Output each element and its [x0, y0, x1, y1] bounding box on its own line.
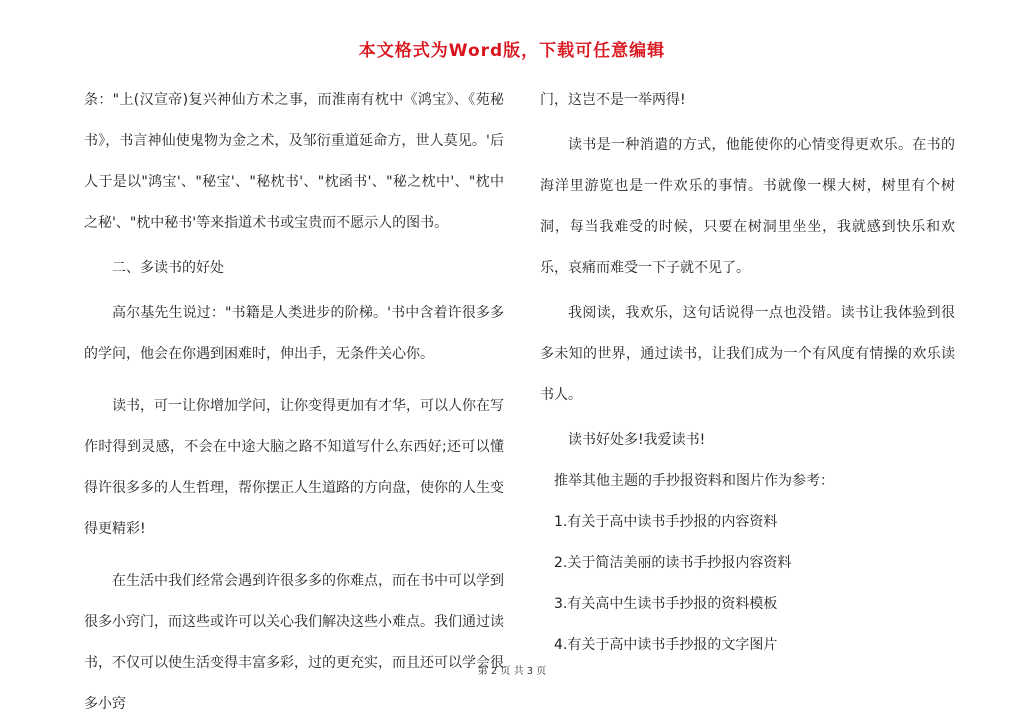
- recommend-item: 3.有关高中生读书手抄报的资料模板: [554, 596, 778, 612]
- recommend-item: 1.有关于高中读书手抄报的内容资料: [554, 514, 778, 530]
- paragraph: 在生活中我们经常会遇到许很多多的你难点，而在书中可以学到很多小窍门，而这些或许可以关心我们解决这些小难点。我们通过读书，不仅可以使生活变得丰富多彩，过的更充实，而且还可以学会很多小窍: [84, 573, 504, 712]
- section-heading: 二、多读书的好处: [112, 260, 224, 276]
- paragraph: 高尔基先生说过："书籍是人类进步的阶梯。'书中含着许很多多的学问，他会在你遇到困难时，伸出手，无条件关心你。: [84, 305, 504, 362]
- paragraph: 读书是一种消遣的方式，他能使你的心情变得更欢乐。在书的海洋里游览也是一件欢乐的事情。书就像一棵大树，树里有个树洞，每当我难受的时候，只要在树洞里坐坐，我就感到快乐和欢乐，哀痛而难受一下子就不见了。: [540, 137, 955, 276]
- page-number: 第 2 页 共 3 页: [477, 666, 547, 677]
- paragraph: 门，这岂不是一举两得!: [540, 92, 686, 108]
- recommend-item: 2.关于简洁美丽的读书手抄报内容资料: [554, 555, 792, 571]
- document-banner: 本文格式为Word版，下载可任意编辑: [358, 41, 666, 61]
- paragraph: 读书，可一让你增加学问，让你变得更加有才华，可以人你在写作时得到灵感，不会在中途大脑之路不知道写什么东西好;还可以懂得许很多多的人生哲理，帮你摆正人生道路的方向盘，使你的人生变得更精彩!: [84, 398, 504, 537]
- right-column: [540, 80, 955, 666]
- paragraph: 我阅读，我欢乐，这句话说得一点也没错。读书让我体验到很多未知的世界，通过读书，让我们成为一个有风度有情操的欢乐读书人。: [540, 305, 955, 403]
- recommend-intro: 推举其他主题的手抄报资料和图片作为参考：: [554, 473, 834, 489]
- paragraph: 读书好处多!我爱读书!: [568, 432, 706, 448]
- paragraph: 条："上(汉宣帝)复兴神仙方术之事，而淮南有枕中《鸿宝》、《苑秘书》，书言神仙使鬼物为金之术，及邹衍重道延命方，世人莫见。'后人于是以"鸿宝'、"秘宝'、"秘枕书'、"枕函书'、"秘之枕中'、"枕中之秘'、"枕中秘书'等来指道术书或宝贵而不愿示人的图书。: [84, 92, 504, 231]
- recommend-item: 4.有关于高中读书手抄报的文字图片: [554, 637, 778, 653]
- left-column: [84, 80, 504, 725]
